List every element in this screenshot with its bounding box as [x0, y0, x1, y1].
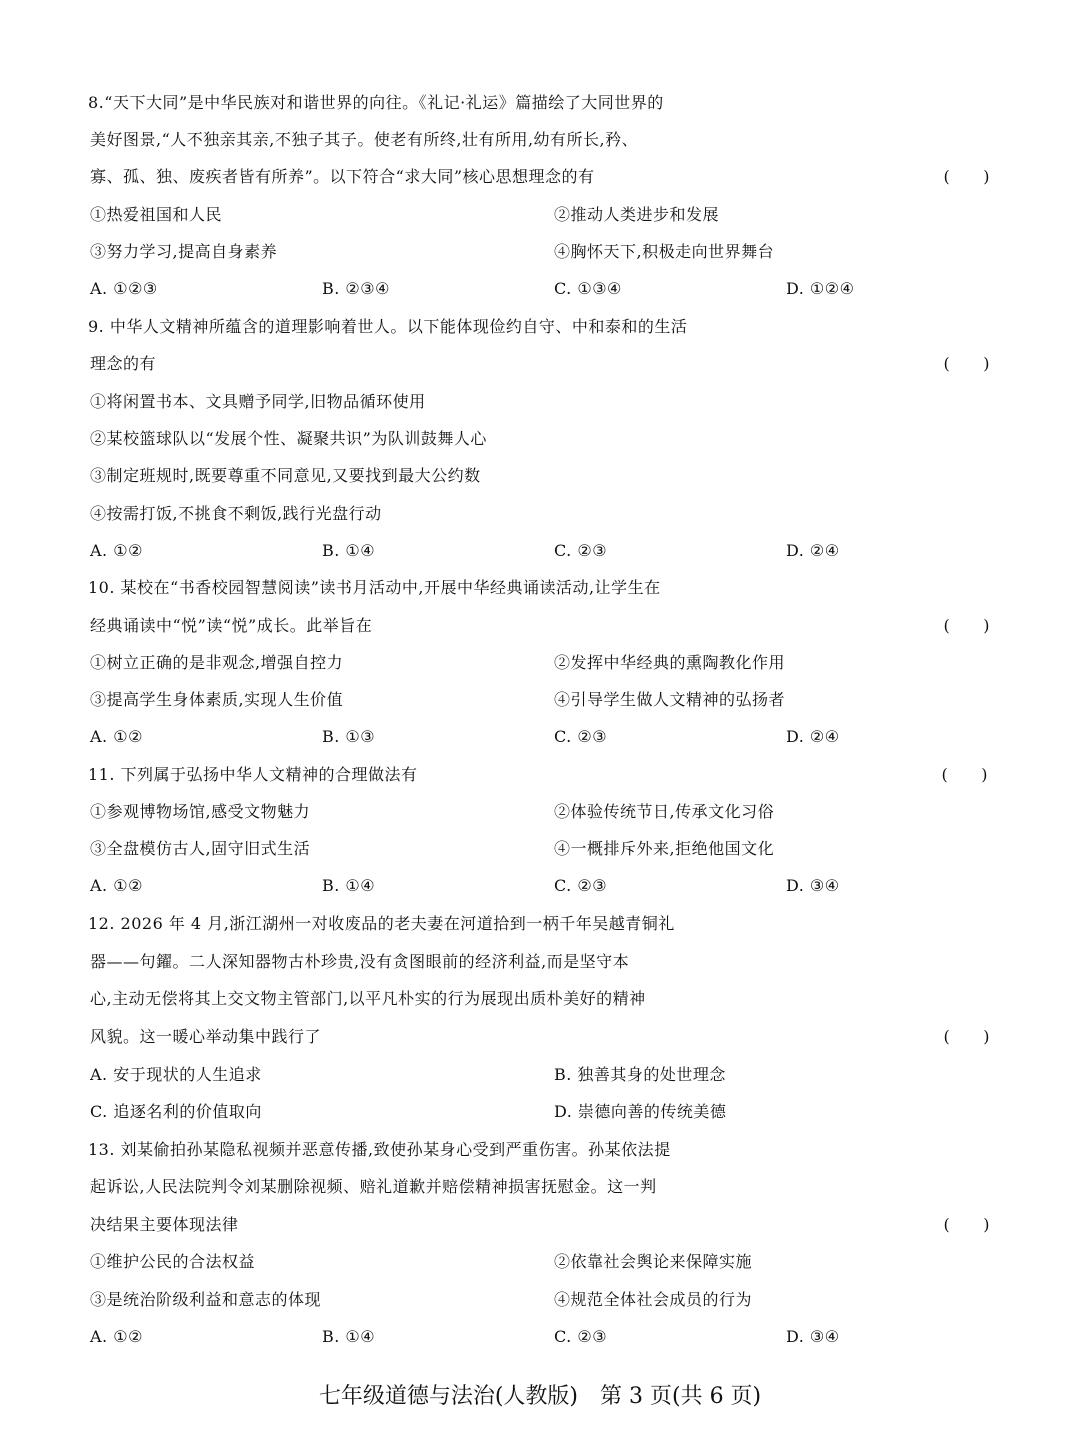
statement-3: ③努力学习,提高自身素养 [90, 242, 278, 261]
q9-statement-2: ②某校篮球队以“发展个性、凝聚共识”为队训鼓舞人心 [90, 429, 487, 448]
q12-line-2: 器——句鑃。二人深知器物古朴珍贵,没有贪图眼前的经济利益,而是坚守本 [90, 952, 630, 971]
answer-bracket: ( ) [943, 354, 990, 373]
statement-1: ①树立正确的是非观念,增强自控力 [90, 653, 344, 672]
choice-d: D. ②④ [786, 727, 840, 746]
answer-bracket: ( ) [943, 167, 990, 186]
q8-line-2: 美好图景,“人不独亲其亲,不独子其子。使老有所终,壮有所用,幼有所长,矜、 [90, 130, 639, 149]
q13-choices [90, 1318, 990, 1355]
choice-d: D. 崇德向善的传统美德 [554, 1102, 727, 1121]
q9-choices [90, 532, 990, 569]
answer-bracket: ( ) [943, 616, 990, 635]
q12-line-4: 风貌。这一暖心举动集中践行了 ( ) [90, 1018, 990, 1055]
q10-line-2: 经典诵读中“悦”读“悦”成长。此举旨在 ( ) [90, 607, 990, 644]
q9-statement-1: ①将闲置书本、文具赠予同学,旧物品循环使用 [90, 392, 426, 411]
statement-3: ③是统治阶级利益和意志的体现 [90, 1290, 322, 1309]
choice-a: A. 安于现状的人生追求 [90, 1065, 262, 1084]
choice-d: D. ③④ [786, 1327, 840, 1346]
q8-line-3: 寡、孤、独、废疾者皆有所养”。以下符合“求大同”核心思想理念的有 ( ) [90, 158, 990, 195]
page-footer: 七年级道德与法治(人教版) 第 3 页(共 6 页) [318, 1384, 762, 1409]
q13-statements-row-1 [90, 1243, 990, 1280]
choice-c: C. ①③④ [554, 279, 622, 298]
choice-a: A. ①② [90, 541, 143, 560]
choice-a: A. ①② [90, 727, 143, 746]
choice-b: B. ②③④ [322, 279, 390, 298]
choice-d: D. ①②④ [786, 279, 855, 298]
choice-c: C. ②③ [554, 876, 608, 895]
q10-statements-row-1 [90, 644, 990, 681]
q8-choices [90, 270, 990, 307]
statement-4: ④引导学生做人文精神的弘扬者 [554, 690, 786, 709]
choice-a: A. ①② [90, 1327, 143, 1346]
q11-statements-row-1 [90, 793, 990, 830]
choice-a: A. ①②③ [90, 279, 158, 298]
statement-2: ②依靠社会舆论来保障实施 [554, 1252, 753, 1271]
statement-3: ③全盘模仿古人,固守旧式生活 [90, 839, 311, 858]
q13-line-2: 起诉讼,人民法院判令刘某删除视频、赔礼道歉并赔偿精神损害抚慰金。这一判 [90, 1177, 657, 1196]
answer-bracket: ( ) [941, 765, 988, 784]
q10-line-1: 10. 某校在“书香校园智慧阅读”读书月活动中,开展中华经典诵读活动,让学生在 [88, 578, 661, 597]
choice-d: D. ②④ [786, 541, 840, 560]
statement-1: ①热爱祖国和人民 [90, 205, 223, 224]
choice-a: A. ①② [90, 876, 143, 895]
q12-choices-row-2 [90, 1093, 990, 1130]
statement-2: ②推动人类进步和发展 [554, 205, 720, 224]
statement-1: ①参观博物场馆,感受文物魅力 [90, 802, 311, 821]
choice-b: B. ①④ [322, 876, 376, 895]
answer-bracket: ( ) [943, 1027, 990, 1046]
choice-d: D. ③④ [786, 876, 840, 895]
choice-c: C. 追逐名利的价值取向 [90, 1102, 262, 1121]
q9-line-2: 理念的有 ( ) [90, 345, 990, 382]
statement-2: ②发挥中华经典的熏陶教化作用 [554, 653, 786, 672]
q9-statement-4: ④按需打饭,不挑食不剩饭,践行光盘行动 [90, 504, 382, 523]
q10-statements-row-2 [90, 681, 990, 718]
statement-3: ③提高学生身体素质,实现人生价值 [90, 690, 344, 709]
q8-statements-row-2 [90, 233, 990, 270]
choice-b: B. ①④ [322, 541, 376, 560]
q11-choices [90, 867, 990, 904]
choice-c: C. ②③ [554, 541, 608, 560]
answer-bracket: ( ) [943, 1215, 990, 1234]
statement-2: ②体验传统节日,传承文化习俗 [554, 802, 775, 821]
statement-1: ①维护公民的合法权益 [90, 1252, 256, 1271]
choice-c: C. ②③ [554, 1327, 608, 1346]
q13-statements-row-2 [90, 1281, 990, 1318]
choice-b: B. 独善其身的处世理念 [554, 1065, 726, 1084]
statement-4: ④胸怀天下,积极走向世界舞台 [554, 242, 775, 261]
choice-b: B. ①④ [322, 1327, 376, 1346]
q11-line-1: 11. 下列属于弘扬中华人文精神的合理做法有 ( ) [88, 756, 988, 793]
q9-line-1: 9. 中华人文精神所蕴含的道理影响着世人。以下能体现俭约自守、中和泰和的生活 [88, 317, 688, 336]
q8-statements-row-1 [90, 196, 990, 233]
statement-4: ④规范全体社会成员的行为 [554, 1290, 753, 1309]
q12-line-1: 12. 2026 年 4 月,浙江湖州一对收废品的老夫妻在河道拾到一柄千年吴越青铜礼 [88, 914, 675, 933]
q8-line-1: 8.“天下大同”是中华民族对和谐世界的向往。《礼记·礼运》篇描绘了大同世界的 [88, 93, 664, 112]
q9-statement-3: ③制定班规时,既要尊重不同意见,又要找到最大公约数 [90, 466, 481, 485]
choice-b: B. ①③ [322, 727, 376, 746]
q11-statements-row-2 [90, 830, 990, 867]
q12-choices-row-1 [90, 1056, 990, 1093]
q12-line-3: 心,主动无偿将其上交文物主管部门,以平凡朴实的行为展现出质朴美好的精神 [90, 989, 646, 1008]
q13-line-1: 13. 刘某偷拍孙某隐私视频并恶意传播,致使孙某身心受到严重伤害。孙某依法提 [88, 1140, 671, 1159]
q13-line-3: 决结果主要体现法律 ( ) [90, 1206, 990, 1243]
q10-choices [90, 718, 990, 755]
choice-c: C. ②③ [554, 727, 608, 746]
statement-4: ④一概排斥外来,拒绝他国文化 [554, 839, 775, 858]
